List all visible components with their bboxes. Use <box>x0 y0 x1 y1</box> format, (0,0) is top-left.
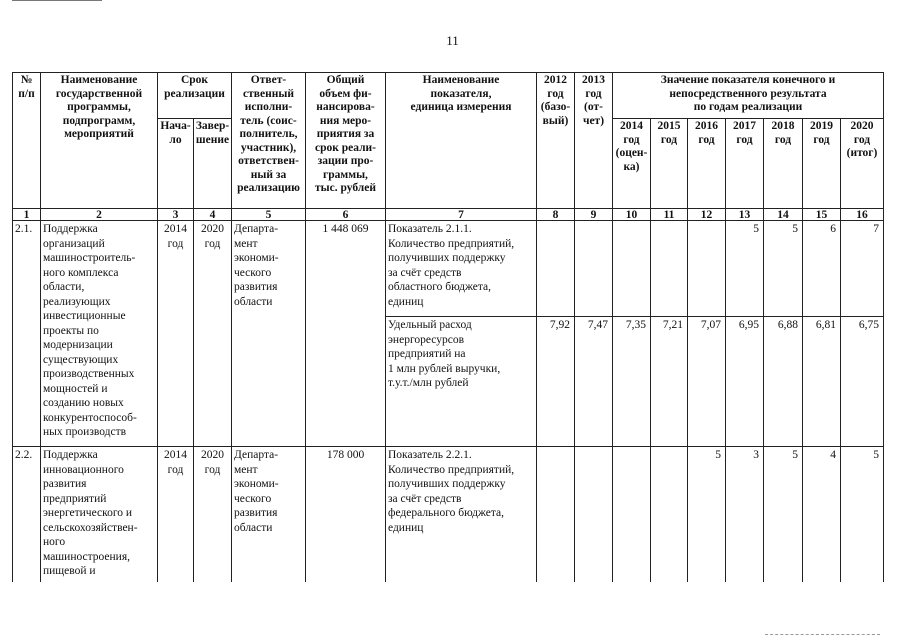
header-year-2012 <box>536 72 574 208</box>
indicator-value <box>574 316 612 446</box>
indicator-value-text: 7,35 <box>625 319 646 331</box>
header-year-2014 <box>612 118 650 208</box>
term-end <box>193 446 231 582</box>
term-start <box>157 220 193 446</box>
header-year-2017-text: 2017 год <box>733 120 756 146</box>
column-number-text: 11 <box>663 209 675 220</box>
indicator-value-text: 7,92 <box>549 319 570 331</box>
header-year-2015 <box>650 118 687 208</box>
header-indicator <box>385 72 536 208</box>
header-year-2019 <box>802 118 840 208</box>
indicator-value <box>725 220 763 316</box>
column-number-text: 12 <box>700 209 713 220</box>
indicator-value-text: 5 <box>715 449 721 461</box>
column-number <box>385 208 536 220</box>
indicator-value-text: 5 <box>792 223 798 235</box>
term-start <box>157 446 193 582</box>
header-executor-text: Ответ- ственный исполни- тель (соис- полнитель, участник), ответствен- ный за реализацию <box>237 74 300 194</box>
indicator-value <box>802 316 840 446</box>
header-year-2018-text: 2018 год <box>771 120 795 146</box>
column-number <box>536 208 574 220</box>
funding-amount <box>305 220 385 446</box>
page-number: 11 <box>446 33 459 48</box>
program-name <box>40 220 157 446</box>
column-number-text: 4 <box>209 209 216 220</box>
header-year-2020-text: 2020 год (итог) <box>846 120 878 159</box>
indicator-value <box>687 446 725 582</box>
column-number-text: 6 <box>342 209 349 220</box>
column-number <box>40 208 157 220</box>
column-number <box>763 208 802 220</box>
indicator-value <box>650 316 687 446</box>
column-number <box>725 208 763 220</box>
header-term-start-text: Нача- ло <box>160 120 191 146</box>
indicator-value-text: 7 <box>873 223 879 235</box>
column-number <box>840 208 884 220</box>
column-number-text: 10 <box>625 209 638 220</box>
column-number <box>650 208 687 220</box>
term-start-text: 2014 год <box>164 223 187 250</box>
indicator-value <box>725 316 763 446</box>
indicator-value <box>574 220 612 316</box>
column-number-text: 9 <box>590 209 597 220</box>
header-values-group <box>612 72 884 118</box>
column-number-text: 5 <box>265 209 272 220</box>
header-program-name-text: Наименование государственной программы, подпрограмм, мероприятий <box>55 74 143 140</box>
indicator-value <box>612 316 650 446</box>
funding-amount <box>305 446 385 582</box>
indicator-value-text: 7,07 <box>700 319 721 331</box>
indicator-value <box>840 316 884 446</box>
header-year-2019-text: 2019 год <box>810 120 833 146</box>
indicator-value-text: 7,47 <box>587 319 608 331</box>
indicator-value-text: 7,21 <box>662 319 683 331</box>
header-year-2016-text: 2016 год <box>695 120 718 146</box>
indicator-value <box>802 446 840 582</box>
term-end-text: 2020 год <box>201 223 224 250</box>
column-number-text: 8 <box>552 209 559 220</box>
indicator-value <box>725 446 763 582</box>
header-funding-text: Общий объем фи- нансирова- ния меро- приятия за срок реали- зации про- граммы, тыс. рублей <box>314 74 376 194</box>
indicator-name <box>385 220 536 316</box>
indicator-value <box>612 446 650 582</box>
header-values-group-text: Значение показателя конечного и непосредственного результата по годам реализации <box>660 74 836 113</box>
indicator-value-text: 6,75 <box>858 319 879 331</box>
indicator-value <box>687 316 725 446</box>
executor <box>231 220 305 446</box>
funding-amount-text: 1 448 069 <box>322 223 369 235</box>
column-number-text: 16 <box>856 209 868 220</box>
indicator-value <box>763 220 802 316</box>
top-edge-line <box>12 0 102 1</box>
row-number-text: 2.2. <box>15 449 33 461</box>
header-year-2012-text: 2012 год (базо- вый) <box>540 74 571 127</box>
header-program-name <box>40 72 157 208</box>
indicator-value-text: 6,88 <box>777 319 798 331</box>
header-year-2015-text: 2015 год <box>657 120 681 146</box>
column-number <box>612 208 650 220</box>
indicator-value-text: 6 <box>830 223 836 235</box>
indicator-value <box>536 316 574 446</box>
header-funding <box>305 72 385 208</box>
column-number <box>305 208 385 220</box>
header-term-text: Срок реализации <box>164 74 225 100</box>
header-year-2013-text: 2013 год (от- чет) <box>582 74 605 127</box>
header-year-2013 <box>574 72 612 208</box>
indicator-value <box>536 446 574 582</box>
header-executor <box>231 72 305 208</box>
indicator-value <box>574 446 612 582</box>
bottom-edge-line <box>765 634 880 635</box>
indicator-value <box>612 220 650 316</box>
column-number <box>574 208 612 220</box>
indicator-name <box>385 316 536 446</box>
column-number-text: 3 <box>172 209 179 220</box>
header-year-2017 <box>725 118 763 208</box>
column-number <box>231 208 305 220</box>
row-number <box>12 220 40 446</box>
indicator-value <box>802 220 840 316</box>
column-number-text: 1 <box>23 209 30 220</box>
header-term-end-text: Завер- шение <box>195 120 230 146</box>
indicator-value <box>650 220 687 316</box>
indicator-value <box>763 446 802 582</box>
column-number-text: 14 <box>777 209 789 220</box>
column-number <box>802 208 840 220</box>
funding-amount-text: 178 000 <box>326 449 365 461</box>
indicator-value-text: 5 <box>753 223 759 235</box>
column-number <box>157 208 193 220</box>
column-number-text: 13 <box>738 209 751 220</box>
executor-text: Департа- мент экономи- ческого развития области <box>234 223 279 308</box>
header-year-2016 <box>687 118 725 208</box>
header-term-end <box>193 118 231 208</box>
indicator-value-text: 6,81 <box>815 319 836 331</box>
header-year-2018 <box>763 118 802 208</box>
term-start-text: 2014 год <box>164 449 187 476</box>
header-year-2020 <box>840 118 884 208</box>
column-number-text: 7 <box>458 209 464 220</box>
header-indicator-text: Наименование показателя, единица измерения <box>410 74 512 113</box>
indicator-value <box>650 446 687 582</box>
header-term-start <box>157 118 193 208</box>
indicator-value <box>687 220 725 316</box>
column-number-text: 2 <box>96 209 102 220</box>
executor-text: Департа- мент экономи- ческого развития области <box>234 449 279 534</box>
indicator-value-text: 3 <box>753 449 759 461</box>
row-number-text: 2.1. <box>15 223 33 235</box>
indicator-value-text: 4 <box>830 449 836 461</box>
term-end-text: 2020 год <box>201 449 224 476</box>
indicator-value-text: 5 <box>792 449 798 461</box>
column-number <box>12 208 40 220</box>
indicator-name-text: Показатель 2.2.1. Количество предприятий, получивших поддержку за счёт средств федерального бюджета, единиц <box>388 449 515 534</box>
header-num <box>12 72 40 208</box>
indicator-value <box>536 220 574 316</box>
header-year-2014-text: 2014 год (оцен- ка) <box>615 120 648 173</box>
indicator-value <box>763 316 802 446</box>
column-number <box>687 208 725 220</box>
indicator-name-text: Удельный расход энергоресурсов предприятий на 1 млн рублей выручки, т.у.т./млн рублей <box>388 319 501 389</box>
header-num-text: № п/п <box>18 74 35 100</box>
program-name-text: Поддержка организаций машиностроитель- ного комплекса области, реализующих инвестиционные проекты по модернизации существующих производственных мощностей и созданию новых конкурентоспособ- ных производств <box>43 223 137 438</box>
column-number <box>193 208 231 220</box>
indicator-name-text: Показатель 2.1.1. Количество предприятий, получивших поддержку за счёт средств областного бюджета, единиц <box>388 223 515 308</box>
indicator-value <box>840 446 884 582</box>
program-name-text: Поддержка инновационного развития предприятий энергетического и сельскохозяйствен- ного машиностроения, пищевой и <box>43 449 138 577</box>
term-end <box>193 220 231 446</box>
indicator-name <box>385 446 536 582</box>
indicator-value-text: 5 <box>873 449 879 461</box>
row-number <box>12 446 40 582</box>
executor <box>231 446 305 582</box>
indicator-value <box>840 220 884 316</box>
indicator-value-text: 6,95 <box>738 319 759 331</box>
column-number-text: 15 <box>815 209 828 220</box>
header-term <box>157 72 231 118</box>
program-name <box>40 446 157 582</box>
